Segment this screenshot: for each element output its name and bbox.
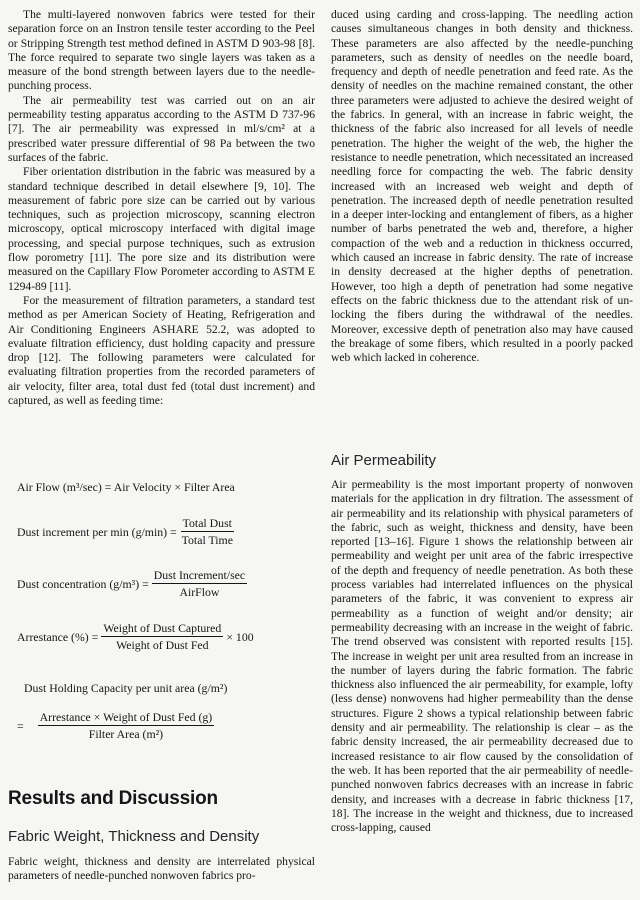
equation-lhs: = [17, 718, 24, 733]
fraction [152, 568, 247, 599]
paragraph-filtration-parameters: For the measurement of filtration parameters, a standard test method as per American Society of Heating, Refrigeration and Air Conditioning Engineers ASHARE 52.2, was adopted to evaluate filtration efficiency, dust holding capacity and pressure drop [12]. The following parameters were calculated for evaluating filtration properties from the recorded parameters of air velocity, filter area, total dust fed (total dust increment) and captured, as well as feeding time: [8, 293, 315, 408]
left-tail-text [8, 855, 315, 884]
paragraph-fiber-orientation: Fiber orientation distribution in the fabric was measured by a standard technique described in detail elsewhere [9, 10]. The measurement of fabric pore size can be carried out by various techniques, such as projection microscopy, scanning electron microscopy, optical microscopy interfaced with digital image processing, and special purpose techniques, such as extrusion flow porometry [11]. The pore size and its distribution were measured on the Capillary Flow Porometer according to ASTM E 1294-89 [11]. [8, 165, 315, 293]
equation-arrestance [17, 621, 254, 652]
fraction [38, 710, 215, 741]
right-lower-text [331, 478, 633, 835]
denominator: Filter Area (m²) [88, 727, 164, 741]
denominator: Total Time [181, 533, 233, 547]
equation-dust-increment [17, 516, 238, 547]
equation-dust-concentration [17, 568, 250, 599]
left-column [8, 8, 315, 408]
numerator: Weight of Dust Captured [103, 621, 222, 635]
subsection-heading-air-permeability: Air Permeability [331, 452, 437, 469]
numerator: Total Dust [182, 516, 232, 530]
paragraph-air-permeability-discussion: Air permeability is the most important property of nonwoven materials for the application in dry filtration. The assessment of air permeability and its relationship with physical parameters of the fabric, such as weight, thickness and density, have been reported [13–16]. Figure 1 shows the relationship between air permeability and weight per unit area of the fabric irrespective of the depth and frequency of needle penetration. As both these process variables had interrelated influences on the physical parameters of the fabric, it was convenient to express air permeability as a function of weight and/or density; air permeability decreasing with an increase in the weight of fabric. The trend observed was consistent with reported results [15]. The increase in weight per unit area resulted from an increase in the number of layers during the fabric formation. The fabric thickness also influenced the air permeability, for example, lofty (less dense) nonwovens had higher permeability than the dense structures. Figure 2 shows a typical relationship between fabric density and air permeability. The relationship is clear – as the fabric density increased, the air permeability decreased due to increased resistance to air flow caused by the consolidation of the web. It has been reported that the air permeability of needle-punched nonwoven fabrics decreases with an increase in fabric density, and increases with a decrease in fabric thickness [17, 18]. The increase in the weight and thickness, due to increased cross-lapping, caused [331, 478, 633, 835]
denominator: AirFlow [179, 585, 220, 599]
equation-lhs: Dust concentration (g/m³) = [17, 576, 149, 591]
equation-dust-holding-title [24, 681, 227, 695]
numerator: Arrestance × Weight of Dust Fed (g) [39, 710, 213, 724]
equation-air-flow-text: Air Flow (m³/sec) = Air Velocity × Filter Area [17, 480, 235, 494]
paragraph-needling-action: duced using carding and cross-lapping. The needling action causes simultaneous changes in both density and thickness. These parameters are also affected by the needle-punching parameters, such as density of needles on the needle board, frequency and depth of needle penetration and feed rate. As the density of needles on the machine remained constant, the other three parameters were adjusted to achieve the desired weight of the fabrics. In general, with an increase in fabric weight, the thickness of the fabric also increased for all levels of needle penetration. The higher the weight of the web, the higher the resistance to needle penetration, which necessitated an increased needling force for compacting the web. The fabric density increased with an increased web weight and depth of penetration. The increased depth of needle penetration resulted in a deeper inter-locking and entanglement of fibers, as a higher number of barbs penetrated the web and, therefore, a higher compaction of the web and a reduction in thickness occurred, which caused an increase in fabric density. The rate of increase in density decreased at the higher depths of penetration. However, too high a depth of penetration had some negative effects on the fabric thickness due to the attendant risk of un-locking the fibers during the withdrawal of the needles. Moreover, excessive depth of penetration also may have caused the breakage of some fibers, which resulted in a poorly packed web which lacked in coherence. [331, 8, 633, 365]
equation-lhs: Dust increment per min (g/min) = [17, 524, 177, 539]
equation-dust-holding-capacity [17, 710, 217, 741]
subsection-heading-fabric: Fabric Weight, Thickness and Density [8, 828, 260, 845]
paragraph-air-permeability-test: The air permeability test was carried out on an air permeability testing apparatus according to the ASTM D 737-96 [7]. The air permeability was expressed in ml/s/cm² at a prescribed water pressure differential of 98 Pa between the two surfaces of the fabric. [8, 93, 315, 164]
equation-rhs: × 100 [226, 629, 254, 644]
equation-air-flow [17, 480, 235, 494]
fraction [101, 621, 223, 652]
paragraph-peel-strength: The multi-layered nonwoven fabrics were tested for their separation force on an Instron tensile tester according to the Peel or Stripping Strength test method defined in ASTM D 903-98 [8]. The force required to separate two single layers was taken as a measure of the bond strength between layers due to the needle-punching process. [8, 8, 315, 93]
denominator: Weight of Dust Fed [116, 638, 209, 652]
section-heading-results: Results and Discussion [8, 788, 218, 809]
fraction [180, 516, 235, 547]
right-column [331, 8, 633, 365]
equation-title-text: Dust Holding Capacity per unit area (g/m²) [24, 681, 228, 695]
numerator: Dust Increment/sec [153, 568, 246, 582]
equation-lhs: Arrestance (%) = [17, 629, 99, 644]
paragraph-fabric-weight-start: Fabric weight, thickness and density are interrelated physical parameters of needle-punched nonwoven fabrics pro- [8, 855, 315, 883]
